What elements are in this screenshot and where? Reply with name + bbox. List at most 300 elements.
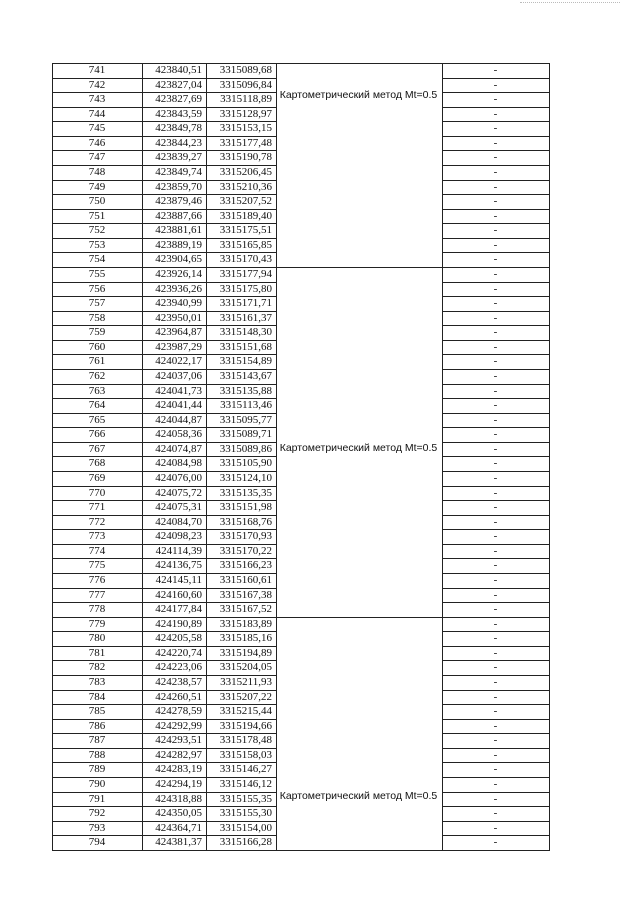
row-divider <box>442 180 550 181</box>
y-coordinate: 3315105,90 <box>219 457 272 470</box>
row-divider <box>442 194 550 195</box>
x-coordinate: 423936,26 <box>155 282 202 295</box>
table-row <box>52 719 549 734</box>
y-coordinate: 3315118,89 <box>220 93 272 106</box>
y-coordinate: 3315210,36 <box>219 180 272 193</box>
result-value: - <box>493 107 498 120</box>
row-divider <box>442 733 550 734</box>
row-divider <box>442 107 550 108</box>
x-coordinate: 423859,70 <box>155 180 202 193</box>
result-value: - <box>493 588 498 601</box>
point-number: 754 <box>88 253 106 266</box>
table-row <box>52 267 549 282</box>
result-value: - <box>493 93 498 106</box>
y-coordinate: 3315124,10 <box>219 471 272 484</box>
y-coordinate: 3315146,27 <box>219 763 272 776</box>
table-row <box>52 252 549 267</box>
x-coordinate: 423844,23 <box>155 136 202 149</box>
x-coordinate: 423904,65 <box>155 253 202 266</box>
row-divider <box>442 427 550 428</box>
result-value: - <box>493 603 498 616</box>
table-row <box>52 486 549 501</box>
result-value: - <box>493 617 498 630</box>
x-coordinate: 424282,97 <box>155 748 202 761</box>
y-coordinate: 3315215,44 <box>219 705 272 718</box>
x-coordinate: 424058,36 <box>155 428 202 441</box>
y-coordinate: 3315175,51 <box>219 224 272 237</box>
row-divider <box>52 209 277 210</box>
row-divider <box>442 398 550 399</box>
x-coordinate: 424350,05 <box>155 807 202 820</box>
result-value: - <box>493 165 498 178</box>
point-number: 782 <box>88 661 106 674</box>
point-number: 791 <box>88 792 106 805</box>
x-coordinate: 424238,57 <box>155 675 202 688</box>
row-divider <box>52 733 277 734</box>
table-row <box>52 646 549 661</box>
row-divider <box>52 471 277 472</box>
point-number: 775 <box>88 559 106 572</box>
y-coordinate: 3315177,48 <box>219 136 272 149</box>
result-value: - <box>493 573 498 586</box>
point-number: 743 <box>88 93 106 106</box>
point-number: 745 <box>88 122 106 135</box>
row-divider <box>442 748 550 749</box>
point-number: 767 <box>88 442 106 455</box>
row-divider <box>442 282 550 283</box>
row-divider <box>442 719 550 720</box>
point-number: 753 <box>88 238 106 251</box>
y-coordinate: 3315194,66 <box>219 719 272 732</box>
point-number: 780 <box>88 632 106 645</box>
result-value: - <box>493 253 498 266</box>
group-divider <box>276 617 443 618</box>
result-value: - <box>493 267 498 280</box>
row-divider <box>52 180 277 181</box>
row-divider <box>442 777 550 778</box>
result-value: - <box>493 355 498 368</box>
row-divider <box>52 63 277 64</box>
row-divider <box>442 690 550 691</box>
result-value: - <box>493 763 498 776</box>
x-coordinate: 424177,84 <box>155 603 202 616</box>
y-coordinate: 3315153,15 <box>219 122 272 135</box>
y-coordinate: 3315143,67 <box>219 369 272 382</box>
result-value: - <box>493 369 498 382</box>
x-coordinate: 423889,19 <box>155 238 202 251</box>
y-coordinate: 3315194,89 <box>219 646 272 659</box>
x-coordinate: 424136,75 <box>155 559 202 572</box>
row-divider <box>442 588 550 589</box>
y-coordinate: 3315135,35 <box>219 486 272 499</box>
row-divider <box>52 573 277 574</box>
point-number: 751 <box>88 209 106 222</box>
point-number: 793 <box>88 821 106 834</box>
result-value: - <box>493 530 498 543</box>
x-coordinate: 424205,58 <box>155 632 202 645</box>
row-divider <box>52 282 277 283</box>
row-divider <box>442 602 550 603</box>
y-coordinate: 3315155,35 <box>219 792 272 805</box>
x-coordinate: 423879,46 <box>155 195 202 208</box>
row-divider <box>442 529 550 530</box>
table-row <box>52 136 549 151</box>
result-value: - <box>493 238 498 251</box>
table-row <box>52 296 549 311</box>
point-number: 761 <box>88 355 106 368</box>
table-row <box>52 471 549 486</box>
result-value: - <box>493 224 498 237</box>
y-coordinate: 3315207,22 <box>219 690 272 703</box>
y-coordinate: 3315185,16 <box>219 632 272 645</box>
row-divider <box>52 296 277 297</box>
table-row <box>52 835 549 850</box>
row-divider <box>52 121 277 122</box>
result-value: - <box>493 428 498 441</box>
table-row <box>52 617 549 632</box>
result-value: - <box>493 690 498 703</box>
x-coordinate: 424114,39 <box>155 544 202 557</box>
row-divider <box>442 704 550 705</box>
y-coordinate: 3315151,98 <box>219 501 272 514</box>
row-divider <box>442 325 550 326</box>
method-label: Картометрический метод Mt=0.5 <box>279 789 438 802</box>
row-divider <box>442 296 550 297</box>
row-divider <box>442 63 550 64</box>
y-coordinate: 3315128,97 <box>219 107 272 120</box>
table-row <box>52 558 549 573</box>
point-number: 781 <box>88 646 106 659</box>
row-divider <box>442 660 550 661</box>
result-value: - <box>493 384 498 397</box>
y-coordinate: 3315177,94 <box>219 267 272 280</box>
table-row <box>52 180 549 195</box>
row-divider <box>442 573 550 574</box>
row-divider <box>52 252 277 253</box>
table-row <box>52 821 549 836</box>
x-coordinate: 424381,37 <box>155 836 202 849</box>
row-divider <box>442 209 550 210</box>
table-row <box>52 340 549 355</box>
x-coordinate: 423840,51 <box>155 64 202 76</box>
result-value: - <box>493 297 498 310</box>
result-value: - <box>493 64 498 76</box>
row-divider <box>52 150 277 151</box>
point-number: 772 <box>88 515 106 528</box>
row-divider <box>442 471 550 472</box>
y-coordinate: 3315170,22 <box>219 544 272 557</box>
row-divider <box>52 515 277 516</box>
row-divider <box>52 675 277 676</box>
row-divider <box>52 748 277 749</box>
result-value: - <box>493 836 498 849</box>
y-coordinate: 3315161,37 <box>219 311 272 324</box>
row-divider <box>52 398 277 399</box>
y-coordinate: 3315211,93 <box>220 675 272 688</box>
row-divider <box>52 369 277 370</box>
x-coordinate: 423827,69 <box>155 93 202 106</box>
result-value: - <box>493 705 498 718</box>
table-row <box>52 238 549 253</box>
point-number: 786 <box>88 719 106 732</box>
x-coordinate: 424292,99 <box>155 719 202 732</box>
point-number: 771 <box>88 501 106 514</box>
x-coordinate: 424098,23 <box>155 530 202 543</box>
y-coordinate: 3315183,89 <box>219 617 272 630</box>
result-value: - <box>493 209 498 222</box>
row-divider <box>442 821 550 822</box>
point-number: 785 <box>88 705 106 718</box>
y-coordinate: 3315166,28 <box>219 836 272 849</box>
row-divider <box>52 821 277 822</box>
result-value: - <box>493 632 498 645</box>
y-coordinate: 3315168,76 <box>219 515 272 528</box>
row-divider <box>442 456 550 457</box>
table-row <box>52 573 549 588</box>
row-divider <box>52 456 277 457</box>
x-coordinate: 423839,27 <box>155 151 202 164</box>
row-divider <box>52 427 277 428</box>
y-coordinate: 3315154,89 <box>219 355 272 368</box>
y-coordinate: 3315167,52 <box>219 603 272 616</box>
row-divider <box>442 369 550 370</box>
table-row <box>52 107 549 122</box>
y-coordinate: 3315206,45 <box>219 165 272 178</box>
row-divider <box>52 223 277 224</box>
y-coordinate: 3315165,85 <box>219 238 272 251</box>
result-value: - <box>493 311 498 324</box>
x-coordinate: 423849,74 <box>155 165 202 178</box>
row-divider <box>52 806 277 807</box>
row-divider <box>442 486 550 487</box>
result-value: - <box>493 807 498 820</box>
point-number: 750 <box>88 195 106 208</box>
row-divider <box>442 544 550 545</box>
row-divider <box>442 354 550 355</box>
y-coordinate: 3315148,30 <box>219 326 272 339</box>
point-number: 758 <box>88 311 106 324</box>
x-coordinate: 424293,51 <box>155 734 202 747</box>
row-divider <box>52 486 277 487</box>
row-divider <box>52 340 277 341</box>
point-number: 778 <box>88 603 106 616</box>
point-number: 769 <box>88 471 106 484</box>
point-number: 783 <box>88 675 106 688</box>
table-row <box>52 150 549 165</box>
result-value: - <box>493 544 498 557</box>
point-number: 776 <box>88 573 106 586</box>
method-label: Картометрический метод Mt=0.5 <box>279 441 438 454</box>
row-divider <box>52 646 277 647</box>
row-divider <box>442 121 550 122</box>
point-number: 789 <box>88 763 106 776</box>
table-row <box>52 733 549 748</box>
point-number: 774 <box>88 544 106 557</box>
row-divider <box>52 107 277 108</box>
point-number: 755 <box>88 267 106 280</box>
row-divider <box>442 646 550 647</box>
table-row <box>52 456 549 471</box>
y-coordinate: 3315135,88 <box>219 384 272 397</box>
y-coordinate: 3315089,68 <box>219 64 272 76</box>
row-divider <box>442 675 550 676</box>
result-value: - <box>493 821 498 834</box>
row-divider <box>52 165 277 166</box>
y-coordinate: 3315146,12 <box>219 777 272 790</box>
row-divider <box>52 413 277 414</box>
y-coordinate: 3315095,77 <box>219 413 272 426</box>
y-coordinate: 3315155,30 <box>219 807 272 820</box>
x-coordinate: 424260,51 <box>155 690 202 703</box>
x-coordinate: 424037,06 <box>155 369 202 382</box>
x-coordinate: 424084,98 <box>155 457 202 470</box>
result-value: - <box>493 515 498 528</box>
result-value: - <box>493 501 498 514</box>
row-divider <box>52 194 277 195</box>
point-number: 744 <box>88 107 106 120</box>
result-value: - <box>493 675 498 688</box>
x-coordinate: 424076,00 <box>155 471 202 484</box>
row-divider <box>52 529 277 530</box>
point-number: 792 <box>88 807 106 820</box>
row-divider <box>442 92 550 93</box>
row-divider <box>442 384 550 385</box>
table-row <box>52 690 549 705</box>
row-divider <box>52 354 277 355</box>
row-divider <box>52 617 277 618</box>
x-coordinate: 424041,44 <box>155 399 202 412</box>
x-coordinate: 423940,99 <box>155 297 202 310</box>
result-value: - <box>493 646 498 659</box>
row-divider <box>52 777 277 778</box>
y-coordinate: 3315166,23 <box>219 559 272 572</box>
x-coordinate: 424220,74 <box>155 646 202 659</box>
row-divider <box>442 238 550 239</box>
result-value: - <box>493 399 498 412</box>
row-divider <box>442 850 550 851</box>
y-coordinate: 3315204,05 <box>219 661 272 674</box>
table-row <box>52 223 549 238</box>
y-coordinate: 3315089,86 <box>219 442 272 455</box>
result-value: - <box>493 442 498 455</box>
x-coordinate: 424223,06 <box>155 661 202 674</box>
table-row <box>52 194 549 209</box>
scan-artifact <box>520 2 620 5</box>
point-number: 787 <box>88 734 106 747</box>
result-value: - <box>493 661 498 674</box>
x-coordinate: 424190,89 <box>155 617 202 630</box>
point-number: 741 <box>88 64 106 76</box>
row-divider <box>442 835 550 836</box>
y-coordinate: 3315089,71 <box>219 428 272 441</box>
row-divider <box>52 602 277 603</box>
row-divider <box>52 311 277 312</box>
method-label: Картометрический метод Mt=0.5 <box>279 89 438 102</box>
point-number: 790 <box>88 777 106 790</box>
y-coordinate: 3315170,93 <box>219 530 272 543</box>
result-value: - <box>493 457 498 470</box>
row-divider <box>52 544 277 545</box>
result-value: - <box>493 486 498 499</box>
point-number: 788 <box>88 748 106 761</box>
point-number: 770 <box>88 486 106 499</box>
result-value: - <box>493 195 498 208</box>
row-divider <box>52 850 277 851</box>
x-coordinate: 424022,17 <box>155 355 202 368</box>
point-number: 756 <box>88 282 106 295</box>
table-row <box>52 500 549 515</box>
x-coordinate: 424074,87 <box>155 442 202 455</box>
row-divider <box>442 78 550 79</box>
table-row <box>52 660 549 675</box>
x-coordinate: 423887,66 <box>155 209 202 222</box>
point-number: 762 <box>88 369 106 382</box>
row-divider <box>442 442 550 443</box>
x-coordinate: 424160,60 <box>155 588 202 601</box>
point-number: 749 <box>88 180 106 193</box>
x-coordinate: 424145,11 <box>155 573 202 586</box>
row-divider <box>52 384 277 385</box>
result-value: - <box>493 78 498 91</box>
table-row <box>52 311 549 326</box>
result-value: - <box>493 151 498 164</box>
row-divider <box>442 500 550 501</box>
row-divider <box>52 704 277 705</box>
point-number: 784 <box>88 690 106 703</box>
result-value: - <box>493 734 498 747</box>
point-number: 763 <box>88 384 106 397</box>
x-coordinate: 423926,14 <box>155 267 202 280</box>
result-value: - <box>493 719 498 732</box>
table-row <box>52 631 549 646</box>
x-coordinate: 423843,59 <box>155 107 202 120</box>
row-divider <box>442 558 550 559</box>
x-coordinate: 424041,73 <box>155 384 202 397</box>
row-divider <box>442 340 550 341</box>
row-divider <box>52 92 277 93</box>
x-coordinate: 423881,61 <box>155 224 202 237</box>
x-coordinate: 423827,04 <box>155 78 202 91</box>
result-value: - <box>493 748 498 761</box>
row-divider <box>442 311 550 312</box>
row-divider <box>52 792 277 793</box>
result-value: - <box>493 136 498 149</box>
y-coordinate: 3315113,46 <box>220 399 272 412</box>
row-divider <box>52 835 277 836</box>
table-row <box>52 369 549 384</box>
point-number: 748 <box>88 165 106 178</box>
table-row <box>52 762 549 777</box>
row-divider <box>442 252 550 253</box>
row-divider <box>52 660 277 661</box>
table-row <box>52 209 549 224</box>
result-value: - <box>493 777 498 790</box>
result-value: - <box>493 792 498 805</box>
table-row <box>52 384 549 399</box>
point-number: 746 <box>88 136 106 149</box>
x-coordinate: 424278,59 <box>155 705 202 718</box>
y-coordinate: 3315154,00 <box>219 821 272 834</box>
row-divider <box>52 762 277 763</box>
y-coordinate: 3315170,43 <box>219 253 272 266</box>
table-row <box>52 398 549 413</box>
table-row <box>52 529 549 544</box>
row-divider <box>442 617 550 618</box>
row-divider <box>442 762 550 763</box>
point-number: 760 <box>88 340 106 353</box>
row-divider <box>52 442 277 443</box>
row-divider <box>442 150 550 151</box>
